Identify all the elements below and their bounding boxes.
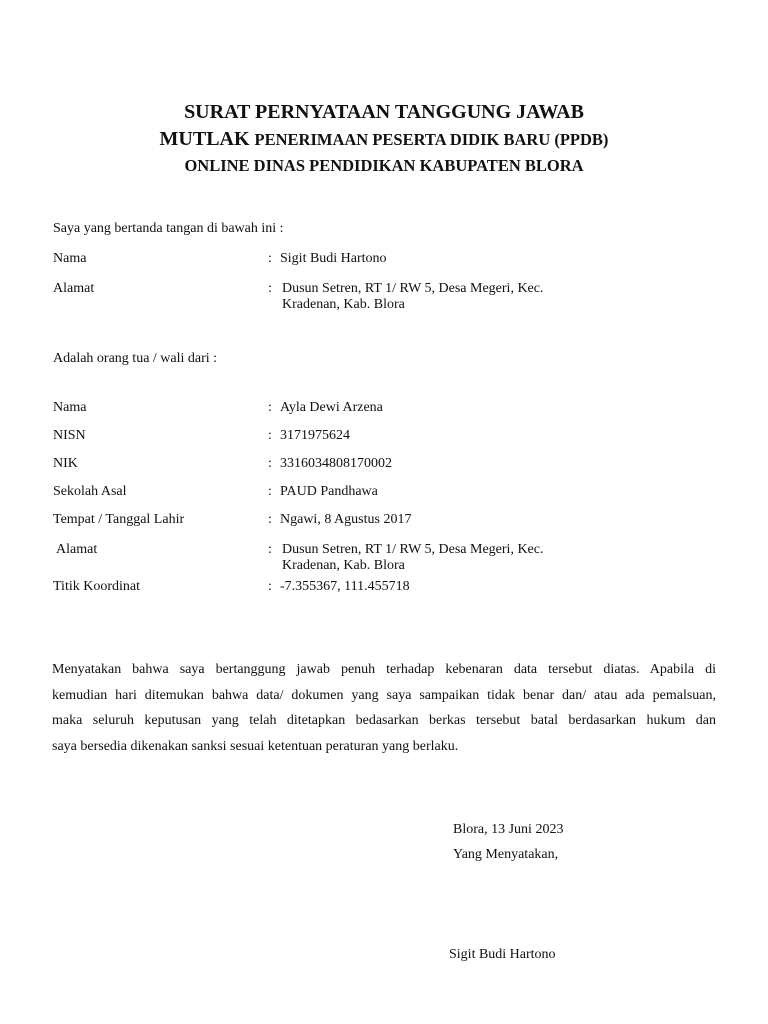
signer-address-colon: : <box>268 281 272 296</box>
student-address-line-2: Kradenan, Kab. Blora <box>282 558 405 573</box>
student-nik-label: NIK <box>53 456 78 471</box>
statement-paragraph <box>52 657 716 760</box>
title-mutlak: MUTLAK <box>159 128 250 150</box>
student-address-label: Alamat <box>56 542 98 557</box>
title-ppdb: PENERIMAAN PESERTA DIDIK BARU (PPDB) <box>254 130 609 149</box>
document-title-line-3: ONLINE DINAS PENDIDIKAN KABUPATEN BLORA <box>184 156 584 175</box>
student-nisn-label: NISN <box>53 428 86 443</box>
student-nik-value: 3316034808170002 <box>280 456 392 471</box>
student-name-colon: : <box>268 400 272 415</box>
student-birth-colon: : <box>268 512 272 527</box>
student-coordinate-value: -7.355367, 111.455718 <box>280 579 410 594</box>
intro-text: Saya yang bertanda tangan di bawah ini : <box>53 221 284 236</box>
statement-line-4: saya bersedia dikenakan sanksi sesuai ketentuan peraturan yang berlaku. <box>52 739 459 755</box>
student-name-value: Ayla Dewi Arzena <box>280 400 383 415</box>
student-nik-colon: : <box>268 456 272 471</box>
signer-address-line-1: Dusun Setren, RT 1/ RW 5, Desa Megeri, Kec. <box>282 281 544 296</box>
student-school-label: Sekolah Asal <box>53 484 127 499</box>
student-nisn-value: 3171975624 <box>280 428 350 443</box>
statement-line-3: maka seluruh keputusan yang telah ditetapkan bedasarkan berkas tersebut batal berdasarkan hukum dan <box>52 713 716 729</box>
student-nisn-colon: : <box>268 428 272 443</box>
declarant-name: Sigit Budi Hartono <box>449 947 556 962</box>
place-date: Blora, 13 Juni 2023 <box>453 822 564 837</box>
declarant-label: Yang Menyatakan, <box>453 847 559 862</box>
signer-name-value: Sigit Budi Hartono <box>280 251 387 266</box>
student-birth-value: Ngawi, 8 Agustus 2017 <box>280 512 412 527</box>
signer-name-colon: : <box>268 251 272 266</box>
student-address-line-1: Dusun Setren, RT 1/ RW 5, Desa Megeri, Kec. <box>282 542 544 557</box>
student-school-colon: : <box>268 484 272 499</box>
student-name-label: Nama <box>53 400 87 415</box>
document-title-line-2 <box>0 128 768 151</box>
student-birth-label: Tempat / Tanggal Lahir <box>53 512 185 527</box>
student-school-value: PAUD Pandhawa <box>280 484 378 499</box>
student-coordinate-label: Titik Koordinat <box>53 579 140 594</box>
signer-address-line-2: Kradenan, Kab. Blora <box>282 297 405 312</box>
statement-line-2: kemudian hari ditemukan bahwa data/ dokumen yang saya sampaikan tidak benar dan/ atau ada pemalsuan, <box>52 687 716 703</box>
statement-line-1: Menyatakan bahwa saya bertanggung jawab penuh terhadap kebenaran data tersebut diatas. Apabila di <box>52 662 716 677</box>
student-address-colon: : <box>268 542 272 557</box>
document-title-line-1: SURAT PERNYATAAN TANGGUNG JAWAB <box>184 101 584 123</box>
student-coordinate-colon: : <box>268 579 272 594</box>
relation-text: Adalah orang tua / wali dari : <box>53 351 218 366</box>
signer-address-label: Alamat <box>53 281 95 296</box>
signer-name-label: Nama <box>53 251 87 266</box>
